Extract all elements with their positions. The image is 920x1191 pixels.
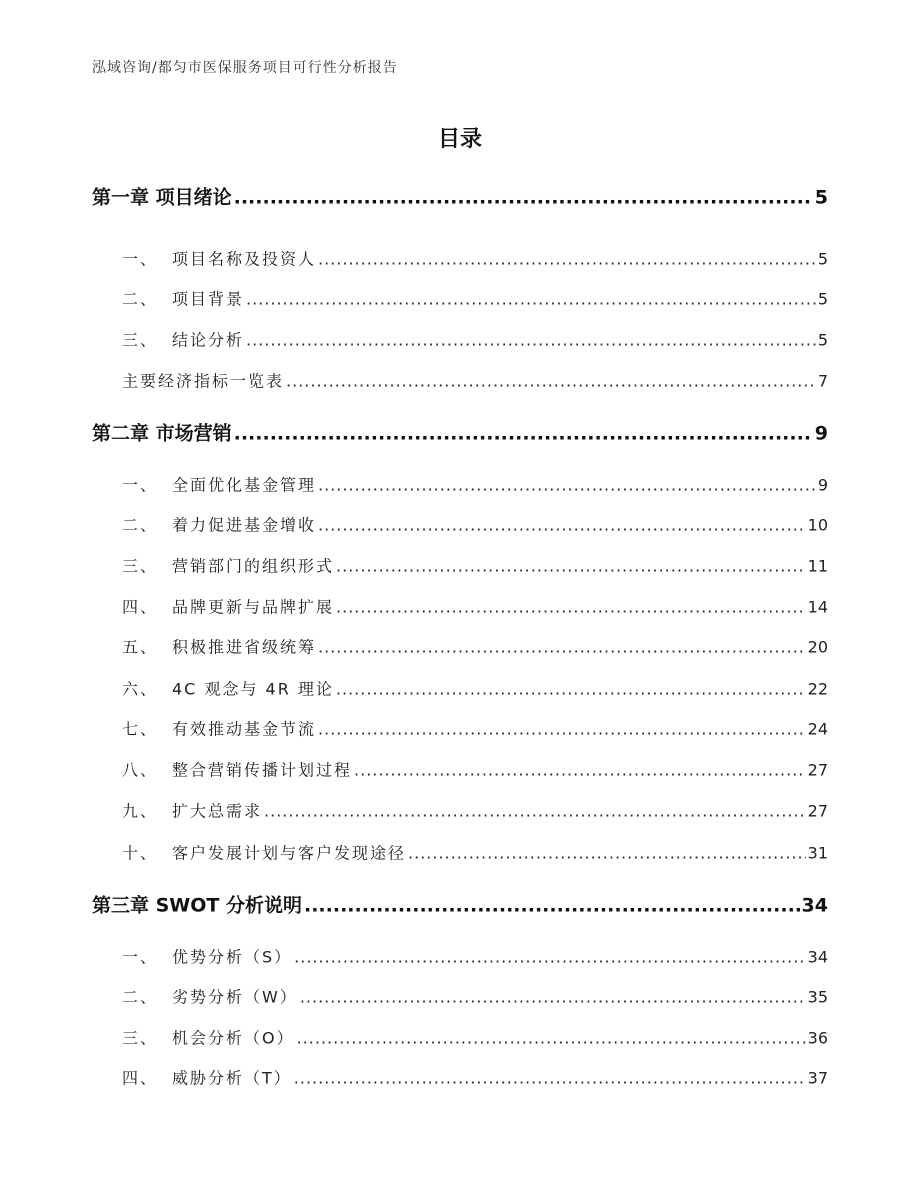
toc-section-entry[interactable] — [122, 945, 828, 968]
dot-leader — [354, 761, 806, 780]
toc-section-entry[interactable] — [122, 1026, 828, 1049]
entry-number: 二、 — [122, 515, 159, 535]
entry-page-number: 9 — [817, 475, 828, 495]
entry-page-number: 5 — [817, 289, 828, 309]
dot-leader — [264, 802, 806, 821]
toc-title: 目录 — [437, 127, 482, 152]
entry-number: 十、 — [122, 843, 159, 863]
entry-number: 一、 — [122, 947, 159, 967]
toc-section-entry[interactable] — [122, 985, 828, 1008]
entry-title: 优势分析（S） — [172, 947, 293, 967]
entry-title: 第一章 项目绪论 — [92, 186, 232, 209]
toc-section-entry[interactable] — [122, 758, 828, 781]
entry-page-number: 27 — [807, 760, 828, 780]
entry-title: 品牌更新与品牌扩展 — [172, 597, 335, 617]
toc-chapter-entry[interactable] — [92, 183, 828, 210]
dot-leader — [246, 331, 816, 350]
entry-number: 一、 — [122, 475, 159, 495]
toc-section-entry[interactable] — [122, 677, 828, 700]
toc-section-entry[interactable] — [122, 841, 828, 864]
entry-title: 项目名称及投资人 — [172, 249, 317, 269]
entry-title: 整合营销传播计划过程 — [172, 760, 353, 780]
entry-title: 主要经济指标一览表 — [122, 371, 285, 391]
toc-chapter-entry[interactable] — [92, 891, 828, 918]
entry-number: 二、 — [122, 289, 159, 309]
toc-section-entry[interactable] — [122, 554, 828, 577]
dot-leader — [318, 638, 806, 657]
entry-page-number: 10 — [807, 515, 828, 535]
dot-leader — [246, 290, 816, 309]
toc-chapter-entry[interactable] — [92, 419, 828, 446]
toc-section-entry[interactable] — [122, 799, 828, 822]
toc-section-entry[interactable] — [122, 247, 828, 270]
entry-page-number: 7 — [817, 371, 828, 391]
dot-leader — [318, 476, 816, 495]
entry-title: 扩大总需求 — [172, 801, 263, 821]
dot-leader — [336, 557, 806, 576]
dot-leader — [234, 187, 813, 209]
entry-title: 结论分析 — [172, 330, 245, 350]
entry-page-number: 34 — [801, 894, 828, 917]
dot-leader — [294, 948, 805, 967]
entry-page-number: 34 — [807, 947, 828, 967]
dot-leader — [234, 423, 813, 445]
entry-number: 四、 — [122, 1068, 159, 1088]
entry-title: 营销部门的组织形式 — [172, 556, 335, 576]
entry-page-number: 27 — [807, 801, 828, 821]
entry-number: 五、 — [122, 637, 159, 657]
entry-page-number: 22 — [807, 679, 828, 699]
dot-leader — [318, 516, 806, 535]
dot-leader — [304, 895, 800, 917]
dot-leader — [300, 988, 806, 1007]
entry-title: 着力促进基金增收 — [172, 515, 317, 535]
entry-number: 二、 — [122, 987, 159, 1007]
entry-number: 三、 — [122, 556, 159, 576]
toc-section-entry[interactable] — [122, 287, 828, 310]
toc-section-entry[interactable] — [122, 513, 828, 536]
entry-number: 六、 — [122, 679, 159, 699]
dot-leader — [318, 720, 806, 739]
entry-page-number: 37 — [807, 1068, 828, 1088]
entry-title: 客户发展计划与客户发现途径 — [172, 843, 407, 863]
entry-number: 八、 — [122, 760, 159, 780]
entry-number: 七、 — [122, 719, 159, 739]
dot-leader — [318, 250, 816, 269]
dot-leader — [336, 680, 806, 699]
toc-section-entry[interactable] — [122, 635, 828, 658]
entry-title: 第三章 SWOT 分析说明 — [92, 894, 302, 917]
entry-page-number: 9 — [814, 422, 828, 445]
entry-page-number: 5 — [817, 249, 828, 269]
entry-page-number: 14 — [807, 597, 828, 617]
entry-number: 四、 — [122, 597, 159, 617]
entry-number: 一、 — [122, 249, 159, 269]
entry-title: 4C 观念与 4R 理论 — [172, 679, 334, 699]
toc-section-entry[interactable] — [122, 717, 828, 740]
dot-leader — [408, 844, 806, 863]
toc-section-entry[interactable] — [122, 369, 828, 392]
dot-leader — [336, 598, 806, 617]
entry-title: 机会分析（O） — [172, 1028, 295, 1048]
running-header: 泓域咨询/都匀市医保服务项目可行性分析报告 — [92, 60, 398, 76]
dot-leader — [294, 1069, 806, 1088]
entry-page-number: 20 — [807, 637, 828, 657]
entry-page-number: 31 — [807, 843, 828, 863]
entry-title: 有效推动基金节流 — [172, 719, 317, 739]
entry-title: 劣势分析（W） — [172, 987, 298, 1007]
dot-leader — [297, 1029, 806, 1048]
entry-title: 项目背景 — [172, 289, 245, 309]
dot-leader — [286, 372, 816, 391]
entry-title: 积极推进省级统筹 — [172, 637, 317, 657]
entry-number: 三、 — [122, 330, 159, 350]
entry-page-number: 11 — [807, 556, 828, 576]
entry-title: 威胁分析（T） — [172, 1068, 292, 1088]
entry-page-number: 5 — [814, 186, 828, 209]
entry-page-number: 36 — [807, 1028, 828, 1048]
entry-number: 九、 — [122, 801, 159, 821]
entry-number: 三、 — [122, 1028, 159, 1048]
entry-title: 第二章 市场营销 — [92, 422, 232, 445]
entry-page-number: 24 — [807, 719, 828, 739]
entry-page-number: 5 — [817, 330, 828, 350]
entry-title: 全面优化基金管理 — [172, 475, 317, 495]
toc-section-entry[interactable] — [122, 328, 828, 351]
toc-section-entry[interactable] — [122, 473, 828, 496]
entry-page-number: 35 — [807, 987, 828, 1007]
toc-section-entry[interactable] — [122, 1066, 828, 1089]
toc-section-entry[interactable] — [122, 595, 828, 618]
